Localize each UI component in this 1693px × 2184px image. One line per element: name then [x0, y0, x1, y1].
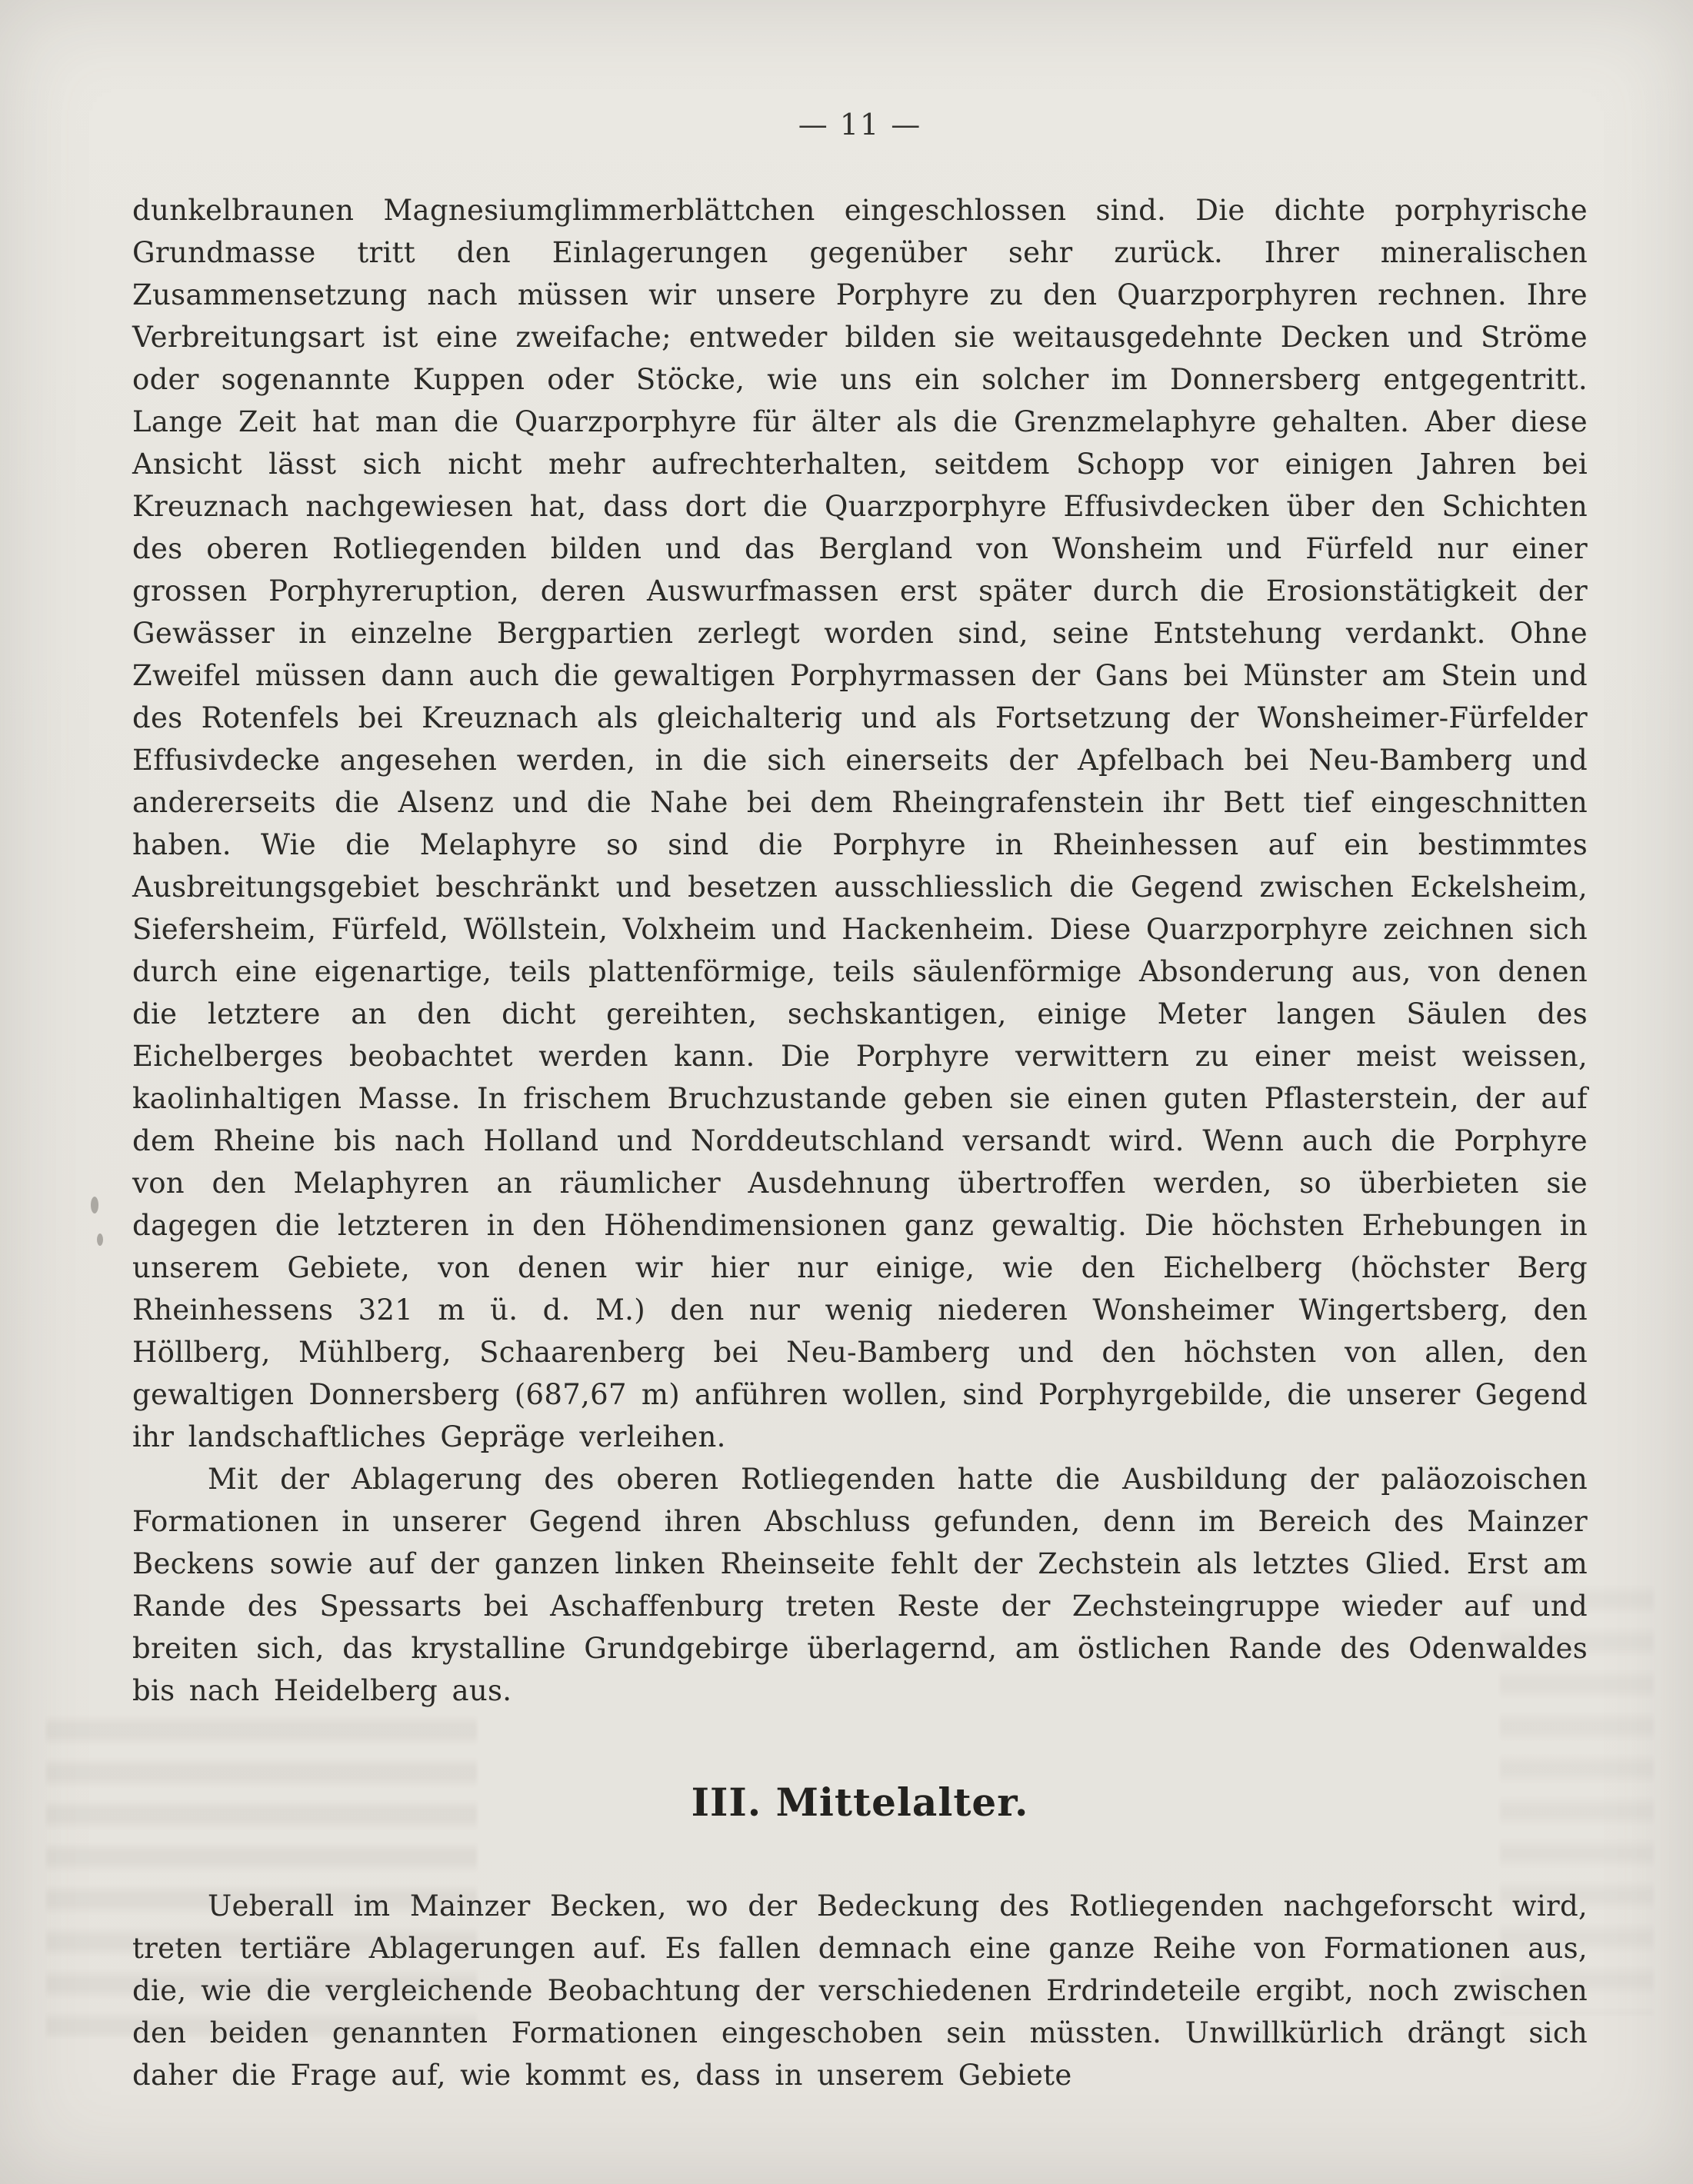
- body-paragraph-continuation: dunkelbraunen Magnesiumglimmerblättchen eingeschlossen sind. Die dichte porphyrische Grundmasse tritt den Einlagerungen gegenüber sehr zurück. Ihrer mineralischen Zusammensetzung nach müssen wir unsere Porphyre zu den Quarzporphyren rechnen. Ihre Verbreitungsart ist eine zweifache; entweder bilden sie weitausgedehnte Decken und Ströme oder sogenannte Kuppen oder Stöcke, wie uns ein solcher im Donnersberg entgegentritt. Lange Zeit hat man die Quarzporphyre für älter als die Grenzmelaphyre gehalten. Aber diese Ansicht lässt sich nicht mehr aufrechterhalten, seitdem Schopp vor einigen Jahren bei Kreuznach nachgewiesen hat, dass dort die Quarzporphyre Effusivdecken über den Schichten des oberen Rotliegenden bilden und das Bergland von Wonsheim und Fürfeld nur einer grossen Porphyreruption, deren Auswurfmassen erst später durch die Erosionstätigkeit der Gewässer in einzelne Bergpartien zerlegt worden sind, seine Entstehung verdankt. Ohne Zweifel müssen dann auch die gewaltigen Porphyrmassen der Gans bei Münster am Stein und des Rotenfels bei Kreuznach als gleichalterig und als Fortsetzung der Wonsheimer-Fürfelder Effusivdecke angesehen werden, in die sich einerseits der Apfelbach bei Neu-Bamberg und andererseits die Alsenz und die Nahe bei dem Rheingrafenstein ihr Bett tief eingeschnitten haben. Wie die Melaphyre so sind die Porphyre in Rheinhessen auf ein bestimmtes Ausbreitungsgebiet beschränkt und besetzen ausschliesslich die Gegend zwischen Eckelsheim, Siefersheim, Fürfeld, Wöllstein, Volxheim und Hackenheim. Diese Quarzporphyre zeichnen sich durch eine eigenartige, teils plattenförmige, teils säulenförmige Absonderung aus, von denen die letztere an den dicht gereihten, sechskantigen, einige Meter langen Säulen des Eichelberges beobachtet werden kann. Die Porphyre verwittern zu einer meist weissen, kaolinhaltigen Masse. In frischem Bruchzustande geben sie einen guten Pflasterstein, der auf dem Rheine bis nach Holland und Norddeutschland versandt wird. Wenn auch die Porphyre von den Melaphyren an räumlicher Ausdehnung übertroffen werden, so überbieten sie dagegen die letzteren in den Höhendimensionen ganz gewaltig. Die höchsten Erhebungen in unserem Gebiete, von denen wir hier nur einige, wie den Eichelberg (höchster Berg Rheinhessens 321 m ü. d. M.) den nur wenig niederen Wonsheimer Wingertsberg, den Höllberg, Mühlberg, Schaarenberg bei Neu-Bamberg und den höchsten von allen, den gewaltigen Donnersberg (687,67 m) anführen wollen, sind Porphyrgebilde, die unserer Gegend ihr landschaftliches Gepräge verleihen.: [132, 194, 1588, 1453]
- scanned-book-page: [132, 108, 1588, 2096]
- scan-speck: [97, 1233, 103, 1246]
- page-number: — 11 —: [798, 108, 922, 141]
- scan-speck: [91, 1197, 98, 1214]
- section-heading-mittelalter: III. Mittelalter.: [691, 1779, 1029, 1825]
- body-paragraph-mittelalter-intro: Ueberall im Mainzer Becken, wo der Bedeckung des Rotliegenden nachgeforscht wird, treten tertiäre Ablagerungen auf. Es fallen demnach eine ganze Reihe von Formationen aus, die, wie die vergleichende Beobachtung der verschiedenen Erdrindeteile ergibt, noch zwischen den beiden genannten Formationen eingeschoben sein müssten. Unwillkürlich drängt sich daher die Frage auf, wie kommt es, dass in unserem Gebiete: [132, 1889, 1588, 2092]
- body-paragraph-zechstein: Mit der Ablagerung des oberen Rotliegenden hatte die Ausbildung der paläozoischen Formationen in unserer Gegend ihren Abschluss gefunden, denn im Bereich des Mainzer Beckens sowie auf der ganzen linken Rheinseite fehlt der Zechstein als letztes Glied. Erst am Rande des Spessarts bei Aschaffenburg treten Reste der Zechsteingruppe wieder auf und breiten sich, das krystalline Grundgebirge überlagernd, am östlichen Rande des Odenwaldes bis nach Heidelberg aus.: [132, 1463, 1588, 1707]
